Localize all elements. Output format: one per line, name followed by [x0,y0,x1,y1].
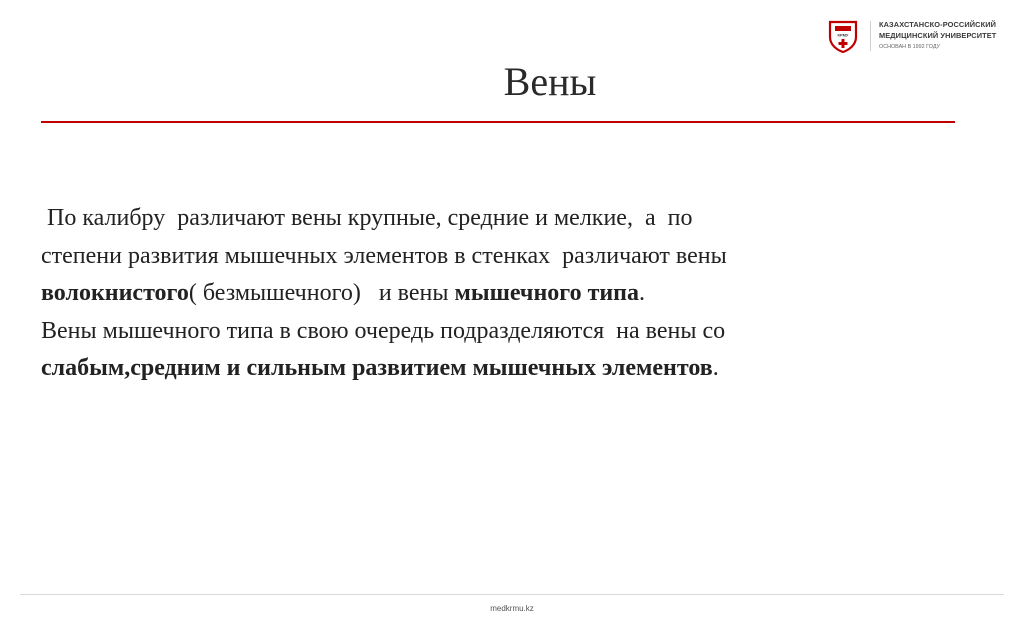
slide-title: Вены [503,59,597,104]
shield-label: КРМУ [837,32,849,38]
logo-divider [870,21,871,51]
paragraph1-line2: степени развития мышечных элементов в стенках различают вены [41,242,727,269]
logo-line-2: МЕДИЦИНСКИЙ УНИВЕРСИТЕТ [879,31,997,40]
logo-line-3: ОСНОВАН В 1992 ГОДУ [879,44,940,50]
paragraph2-line1: Вены мышечного типа в свою очередь подразделяются на вены со [41,317,726,344]
footer-divider [20,594,1004,595]
term-development-levels: слабым,средним и сильным развитием мышечных элементов [41,355,713,381]
shield-emblem-icon [828,19,858,53]
term-fibrous: волокнистого [41,280,189,306]
university-logo [828,18,996,54]
slide-body [41,200,961,388]
footer-url: medkrmu.kz [490,604,534,613]
paragraph1-line3-end: . [639,280,646,306]
logo-line-1: КАЗАХСТАНСКО-РОССИЙСКИЙ [879,20,997,29]
paragraph2-line2-end: . [712,355,719,381]
paragraph1-line3-mid: ( безмышечного) и вены [188,280,455,306]
term-muscular-type: мышечного типа [454,280,640,306]
title-underline [41,121,955,123]
paragraph1-line1: По калибру различают вены крупные, средние и мелкие, а по [41,205,693,231]
logo-text [879,19,996,53]
